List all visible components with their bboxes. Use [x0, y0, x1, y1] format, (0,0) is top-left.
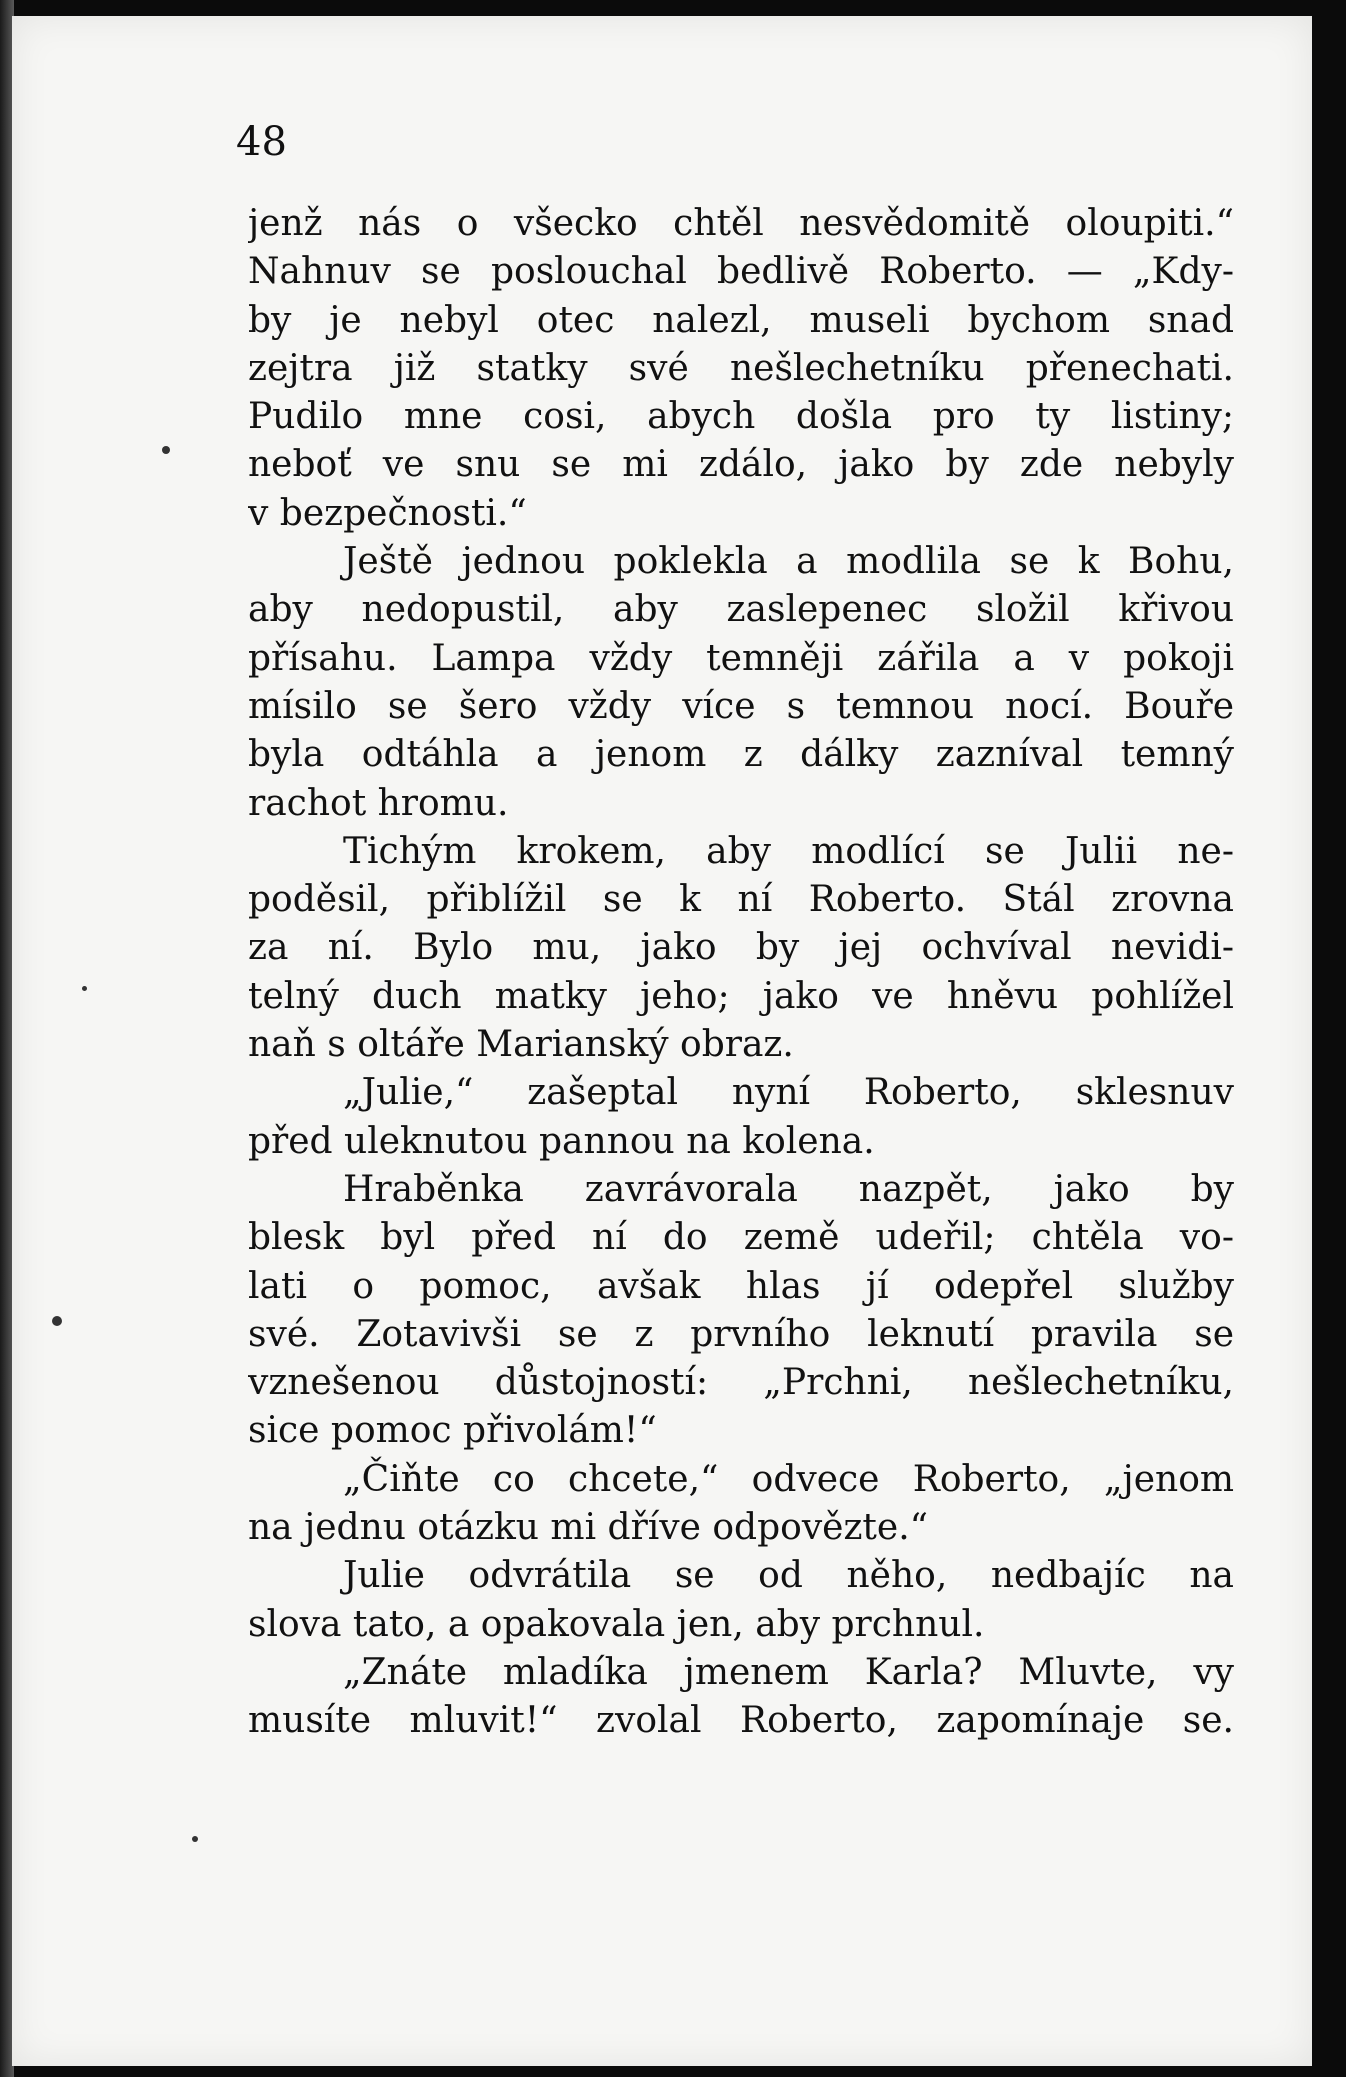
text-line: rachot hromu. — [248, 782, 509, 824]
text-line: lati o pomoc, avšak hlas jí odepřel služby — [248, 1265, 1234, 1307]
text-line: mísilo se šero vždy více s temnou nocí. Bouře — [248, 685, 1234, 727]
text-line: zejtra již statky své nešlechetníku přenechati. — [248, 347, 1234, 389]
text-line: by je nebyl otec nalezl, museli bychom snad — [248, 299, 1234, 341]
text-line: neboť ve snu se mi zdálo, jako by zde nebyly — [248, 444, 1234, 486]
text-line: přísahu. Lampa vždy temněji zářila a v pokoji — [248, 637, 1234, 679]
print-speck — [192, 1836, 198, 1842]
text-line: „Znáte mladíka jmenem Karla? Mluvte, vy — [343, 1651, 1234, 1693]
text-line: slova tato, a opakovala jen, aby prchnul. — [248, 1603, 985, 1645]
text-line: blesk byl před ní do země udeřil; chtěla vo- — [248, 1217, 1234, 1259]
text-line: v bezpečnosti.“ — [248, 492, 527, 534]
print-speck — [82, 986, 87, 991]
text-line: jenž nás o všecko chtěl nesvědomitě oloupiti.“ — [248, 203, 1234, 244]
text-line: musíte mluvit!“ zvolal Roberto, zapomínaje se. — [248, 1700, 1234, 1742]
page-number: 48 — [236, 119, 287, 165]
text-line: za ní. Bylo mu, jako by jej ochvíval nevidi- — [248, 927, 1234, 969]
text-line: naň s oltáře Marianský obraz. — [248, 1024, 794, 1066]
text-line: byla odtáhla a jenom z dálky zazníval temný — [248, 734, 1234, 776]
text-line: Hraběnka zavrávorala nazpět, jako by — [343, 1168, 1234, 1210]
body-text — [248, 200, 1234, 1746]
text-line: Julie odvrátila se od něho, nedbajíc na — [343, 1555, 1234, 1597]
text-line: sice pomoc přivolám!“ — [248, 1410, 657, 1452]
text-line: aby nedopustil, aby zaslepenec složil křivou — [248, 589, 1234, 631]
text-line: Ještě jednou poklekla a modlila se k Bohu, — [343, 541, 1234, 583]
text-line: Pudilo mne cosi, abych došla pro ty listiny; — [248, 396, 1234, 438]
text-line: své. Zotavivši se z prvního leknutí pravila se — [248, 1313, 1234, 1355]
text-line: „Julie,“ zašeptal nyní Roberto, sklesnuv — [343, 1072, 1234, 1114]
text-line: na jednu otázku mi dříve odpovězte.“ — [248, 1507, 929, 1549]
text-line: poděsil, přiblížil se k ní Roberto. Stál zrovna — [248, 879, 1234, 921]
print-speck — [162, 446, 170, 454]
print-speck — [52, 1316, 62, 1326]
text-line: telný duch matky jeho; jako ve hněvu pohlížel — [248, 975, 1234, 1017]
text-line: před uleknutou pannou na kolena. — [248, 1120, 875, 1162]
text-line: „Čiňte co chcete,“ odvece Roberto, „jenom — [343, 1458, 1234, 1500]
text-line: Tichým krokem, aby modlící se Julii ne- — [343, 830, 1234, 872]
text-line: Nahnuv se poslouchal bedlivě Roberto. — „Kdy- — [248, 251, 1234, 293]
text-line: vznešenou důstojností: „Prchni, nešlechetníku, — [248, 1362, 1234, 1404]
